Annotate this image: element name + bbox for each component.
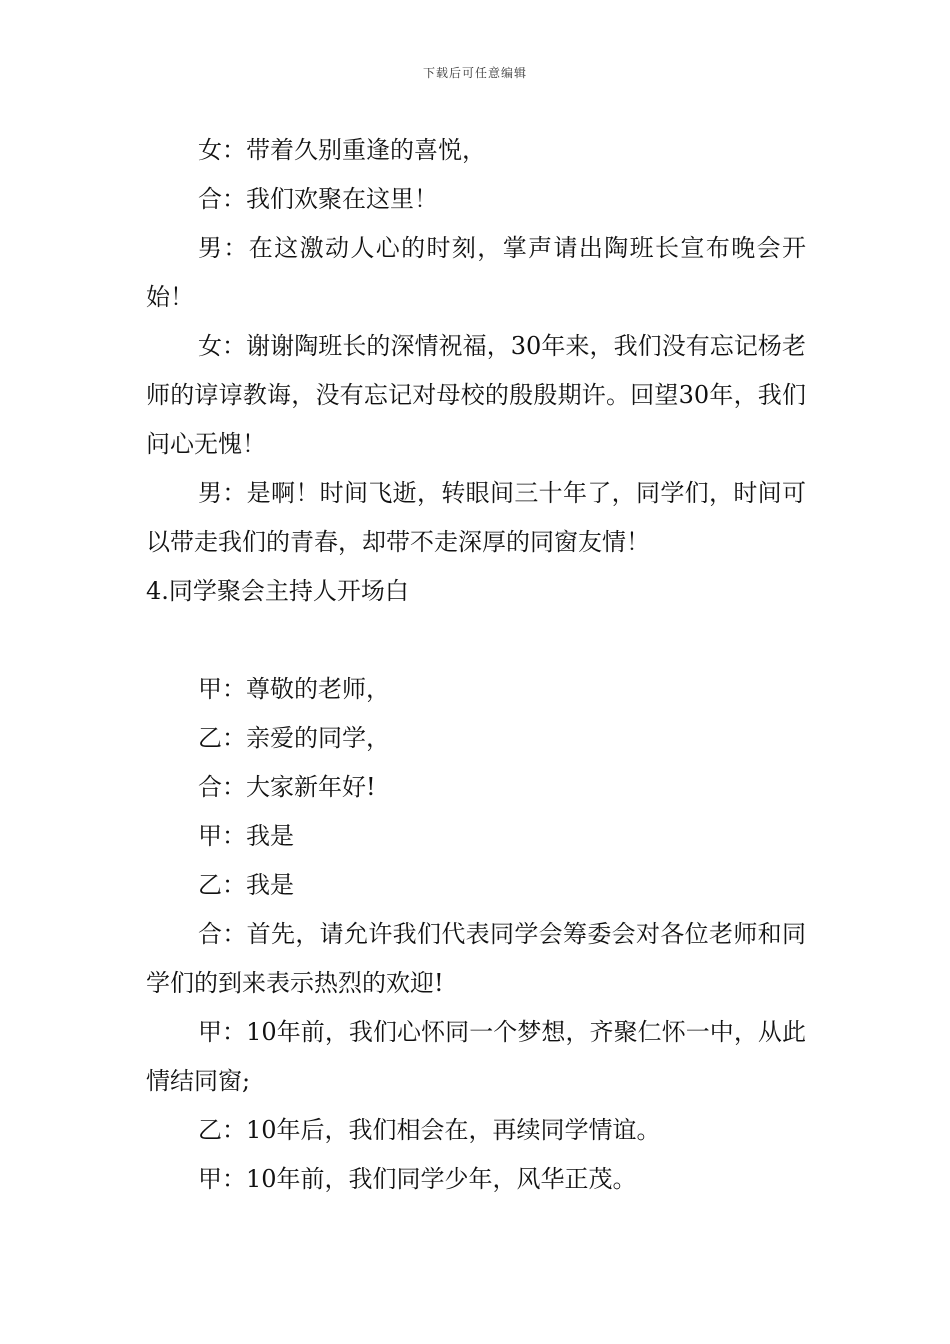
paragraph: 甲：尊敬的老师， [198, 675, 390, 703]
paragraph: 甲：10年前，我们心怀同一个梦想，齐聚仁怀一中，从此情结同窗; [146, 1018, 806, 1095]
section-heading: 4.同学聚会主持人开场白 [146, 577, 409, 605]
paragraph: 乙：我是 [198, 871, 294, 899]
paragraph: 男：在这激动人心的时刻，掌声请出陶班长宣布晚会开始！ [146, 234, 806, 311]
paragraph: 乙：亲爱的同学， [198, 724, 390, 752]
paragraph: 合：大家新年好! [198, 773, 376, 801]
paragraph: 甲：10年前，我们同学少年，风华正茂。 [198, 1165, 637, 1193]
paragraph: 女：谢谢陶班长的深情祝福，30年来，我们没有忘记杨老师的谆谆教诲，没有忘记对母校的殷殷期许。回望30年，我们问心无愧！ [146, 332, 806, 458]
paragraph: 甲：我是 [198, 822, 294, 850]
document-body [146, 126, 806, 1204]
paragraph: 乙：10年后，我们相会在，再续同学情谊。 [198, 1116, 661, 1144]
blank-line [146, 616, 806, 665]
paragraph: 女：带着久别重逢的喜悦， [198, 136, 486, 164]
paragraph: 男：是啊！时间飞逝，转眼间三十年了，同学们，时间可以带走我们的青春，却带不走深厚的同窗友情！ [146, 479, 806, 556]
paragraph: 合：首先，请允许我们代表同学会筹委会对各位老师和同学们的到来表示热烈的欢迎! [146, 920, 806, 997]
page-header: 下载后可任意编辑 [422, 66, 527, 80]
paragraph: 合：我们欢聚在这里！ [198, 185, 438, 213]
